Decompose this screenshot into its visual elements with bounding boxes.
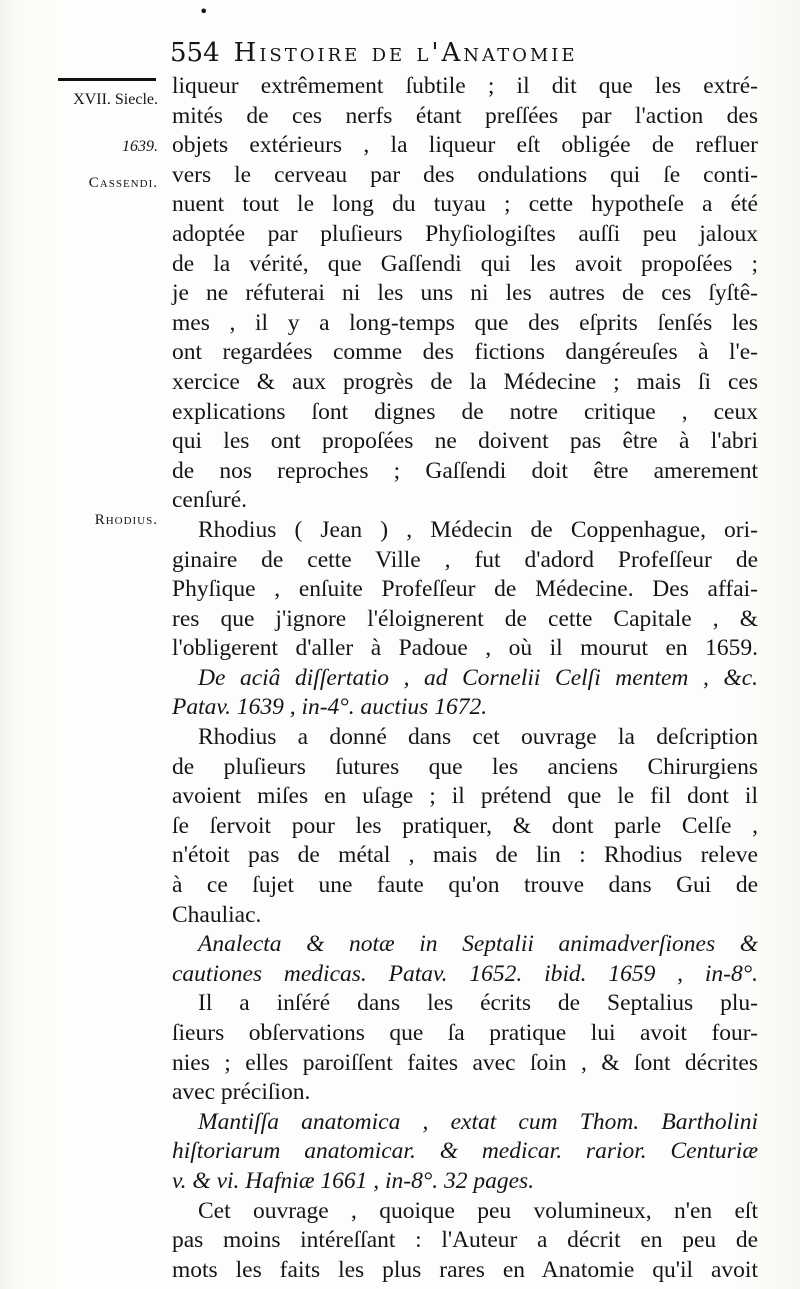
text-line: mes , il y a long-temps que des eſprits ſenſés les	[172, 309, 758, 336]
header-rule	[58, 78, 156, 81]
text-line: avec préciſion.	[172, 1079, 311, 1106]
text-line: cautiones medicas. Patav. 1652. ibid. 1659 , in-8°.	[172, 960, 758, 987]
text-line: liqueur extrêmement ſubtile ; il dit que les extré-	[172, 73, 758, 99]
text-line: à ce ſujet une faute qu'on trouve dans Gui de	[172, 872, 758, 899]
text-line: mots les faits les plus rares en Anatomie qu'il avoit	[172, 1256, 758, 1283]
text-line: mités de ces nerfs étant preſſées par l'action des	[172, 102, 758, 129]
text-line: Mantiſſa anatomica , extat cum Thom. Bartholini	[198, 1108, 758, 1135]
text-line: Il a inſéré dans les écrits de Septalius plu-	[198, 990, 758, 1017]
text-line: pas moins intéreſſant : l'Auteur a décrit en peu de	[172, 1227, 758, 1254]
text-line: ſieurs obſervations que ſa pratique lui avoit four-	[172, 1020, 758, 1046]
text-line: ont regardées comme des fictions dangéreuſes à l'e-	[172, 339, 758, 366]
text-line: Patav. 1639 , in-4°. auctius 1672.	[172, 694, 488, 721]
text-line: v. & vi. Hafniæ 1661 , in-8°. 32 pages.	[172, 1167, 535, 1194]
margin-note-year: 1639.	[122, 138, 158, 155]
text-line: je ne réfuterai ni les uns ni les autres de ces ſyſtê-	[172, 280, 758, 307]
text-line: de la vérité, que Gaſſendi qui les avoit propoſées ;	[172, 250, 758, 277]
text-line: ginaire de cette Ville , fut d'adord Profeſſeur de	[172, 546, 758, 573]
text-line: res que j'ignore l'éloignerent de cette Capitale , &	[172, 605, 758, 632]
text-line: Analecta & notæ in Septalii animadverſiones &	[198, 931, 758, 958]
text-line: Chauliac.	[172, 901, 262, 928]
text-line: Rhodius ( Jean ) , Médecin de Coppenhague, ori-	[198, 516, 758, 543]
text-line: Cet ouvrage , quoique peu volumineux, n'en eſt	[198, 1197, 758, 1224]
printer-mark: •	[199, 2, 209, 21]
text-line: cenſuré.	[172, 487, 248, 514]
text-line: de nos reproches ; Gaſſendi doit être amerement	[172, 457, 758, 484]
text-line: de pluſieurs ſutures que les anciens Chirurgiens	[172, 753, 758, 780]
text-line: nuent tout le long du tuyau ; cette hypotheſe a été	[172, 191, 758, 218]
text-line: explications ſont dignes de notre critique , ceux	[172, 398, 758, 425]
text-line: avoient miſes en uſage ; il prétend que le fil dont il	[172, 783, 758, 810]
body-text	[172, 72, 758, 1285]
text-line: hiſtoriarum anatomicar. & medicar. rarior. Centuriæ	[172, 1138, 758, 1165]
text-line: nies ; elles paroiſſent faites avec ſoin , & ſont décrites	[172, 1049, 758, 1076]
running-title: Histoire de l'Anatomie	[233, 38, 578, 68]
text-line: vers le cerveau par des ondulations qui ſe conti-	[172, 161, 758, 188]
text-line: qui les ont propoſées ne doivent pas être à l'abri	[172, 428, 758, 455]
text-line: adoptée par pluſieurs Phyſiologiſtes auſſi peu jaloux	[172, 220, 758, 247]
text-line: De aciâ diſſertatio , ad Cornelii Celſi mentem , &c.	[198, 664, 758, 691]
text-line: xercice & aux progrès de la Médecine ; mais ſi ces	[172, 368, 758, 395]
text-line: l'obligerent d'aller à Padoue , où il mourut en 1659.	[172, 635, 758, 662]
running-header	[170, 36, 770, 70]
text-line: Phyſique , enſuite Profeſſeur de Médecine. Des affai-	[172, 576, 758, 603]
margin-note-cassendi: Cassendi.	[88, 175, 158, 191]
text-line: n'étoit pas de métal , mais de lin : Rhodius releve	[172, 842, 758, 869]
margin-note-rhodius: Rhodius.	[94, 512, 158, 528]
text-line: objets extérieurs , la liqueur eſt obligée de refluer	[172, 132, 758, 159]
page-number: 554	[170, 38, 220, 68]
text-line: ſe ſervoit pour les pratiquer, & dont parle Celſe ,	[172, 812, 758, 839]
margin-note-century: XVII. Siecle.	[73, 91, 158, 108]
text-line: Rhodius a donné dans cet ouvrage la deſcription	[198, 724, 758, 751]
